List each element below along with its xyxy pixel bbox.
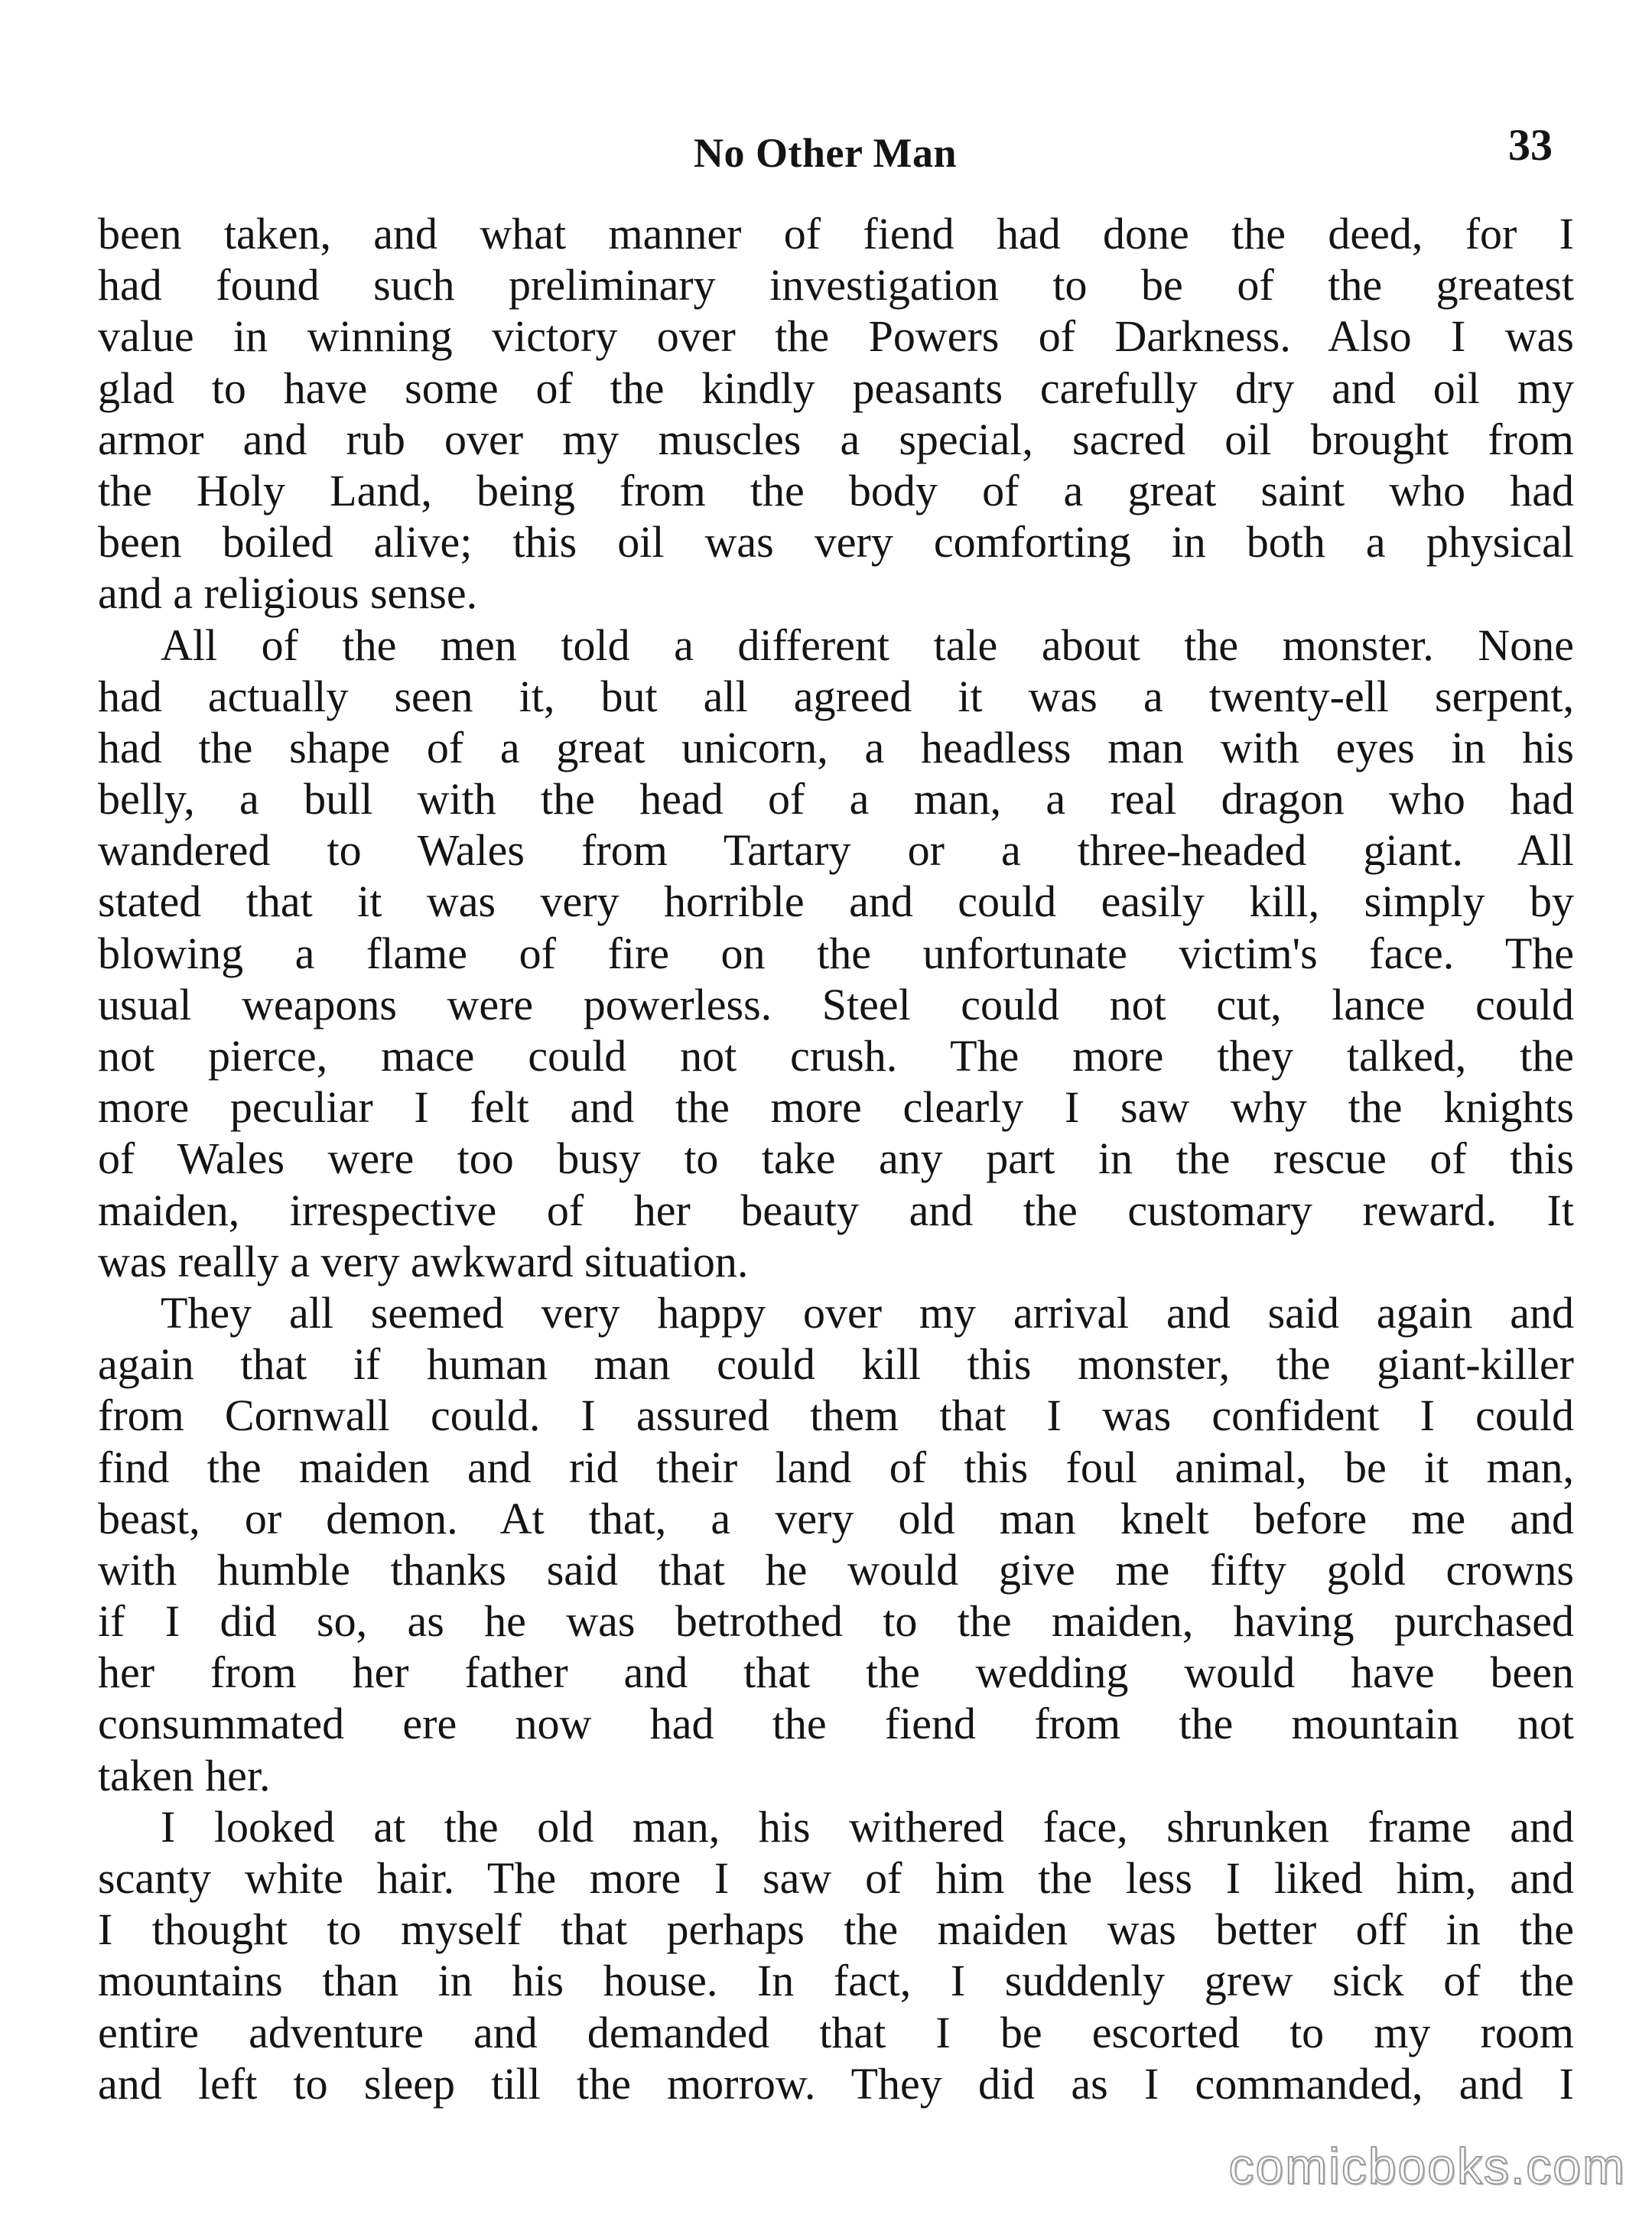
text-line: if I did so, as he was betrothed to the maiden, having purchased — [98, 1596, 1574, 1647]
text-line: again that if human man could kill this monster, the giant-killer — [98, 1339, 1574, 1390]
text-line: wandered to Wales from Tartary or a three-headed giant. All — [98, 825, 1574, 876]
text-line: They all seemed very happy over my arrival and said again and — [161, 1287, 1574, 1338]
text-line: All of the men told a different tale about the monster. None — [161, 620, 1574, 670]
text-line: entire adventure and demanded that I be escorted to my room — [98, 2007, 1574, 2057]
text-line: mountains than in his house. In fact, I suddenly grew sick of the — [98, 1956, 1574, 2006]
text-line: not pierce, mace could not crush. The more they talked, the — [98, 1031, 1574, 1081]
text-line: and left to sleep till the morrow. They did as I commanded, and I — [98, 2058, 1574, 2109]
text-line: been boiled alive; this oil was very comforting in both a physical — [98, 517, 1574, 568]
text-line: and a religious sense. — [98, 568, 478, 619]
running-title: No Other Man — [694, 130, 957, 176]
text-line: from Cornwall could. I assured them that I was confident I could — [98, 1390, 1574, 1441]
site-watermark: comicbooks.com — [1228, 2138, 1626, 2194]
running-head — [98, 122, 1553, 184]
text-line: was really a very awkward situation. — [98, 1236, 749, 1286]
text-line: blowing a flame of fire on the unfortunate victim's face. The — [98, 928, 1574, 978]
text-line: consummated ere now had the fiend from the mountain not — [98, 1699, 1574, 1749]
text-line: had actually seen it, but all agreed it was a twenty-ell serpent, — [98, 671, 1574, 721]
text-line: find the maiden and rid their land of this foul animal, be it man, — [98, 1442, 1574, 1492]
text-line: had found such preliminary investigation to be of the greatest — [98, 260, 1574, 311]
text-line: had the shape of a great unicorn, a headless man with eyes in his — [98, 722, 1574, 772]
text-line: beast, or demon. At that, a very old man knelt before me and — [98, 1493, 1574, 1543]
text-line: the Holy Land, being from the body of a great saint who had — [98, 465, 1574, 515]
text-line: with humble thanks said that he would give me fifty gold crowns — [98, 1544, 1574, 1595]
text-line: been taken, and what manner of fiend had done the deed, for I — [98, 209, 1574, 259]
text-line: glad to have some of the kindly peasants carefully dry and oil my — [98, 363, 1574, 413]
text-line: more peculiar I felt and the more clearly I saw why the knights — [98, 1082, 1574, 1133]
text-line: scanty white hair. The more I saw of him the less I liked him, and — [98, 1853, 1574, 1903]
text-line: value in winning victory over the Powers of Darkness. Also I was — [98, 311, 1574, 362]
text-line: her from her father and that the wedding would have been — [98, 1647, 1574, 1698]
text-line: belly, a bull with the head of a man, a real dragon who had — [98, 774, 1574, 824]
text-line: of Wales were too busy to take any part in the rescue of this — [98, 1133, 1574, 1184]
text-line: taken her. — [98, 1750, 271, 1800]
text-line: I looked at the old man, his withered face, shrunken frame and — [161, 1801, 1574, 1852]
text-line: armor and rub over my muscles a special, sacred oil brought from — [98, 414, 1574, 464]
text-line: usual weapons were powerless. Steel could not cut, lance could — [98, 979, 1574, 1029]
text-line: stated that it was very horrible and could easily kill, simply by — [98, 876, 1574, 927]
body-text — [98, 208, 1574, 2109]
text-line: maiden, irrespective of her beauty and the customary reward. It — [98, 1185, 1574, 1235]
text-line: I thought to myself that perhaps the maiden was better off in the — [98, 1904, 1574, 1955]
page-number: 33 — [1508, 120, 1553, 170]
